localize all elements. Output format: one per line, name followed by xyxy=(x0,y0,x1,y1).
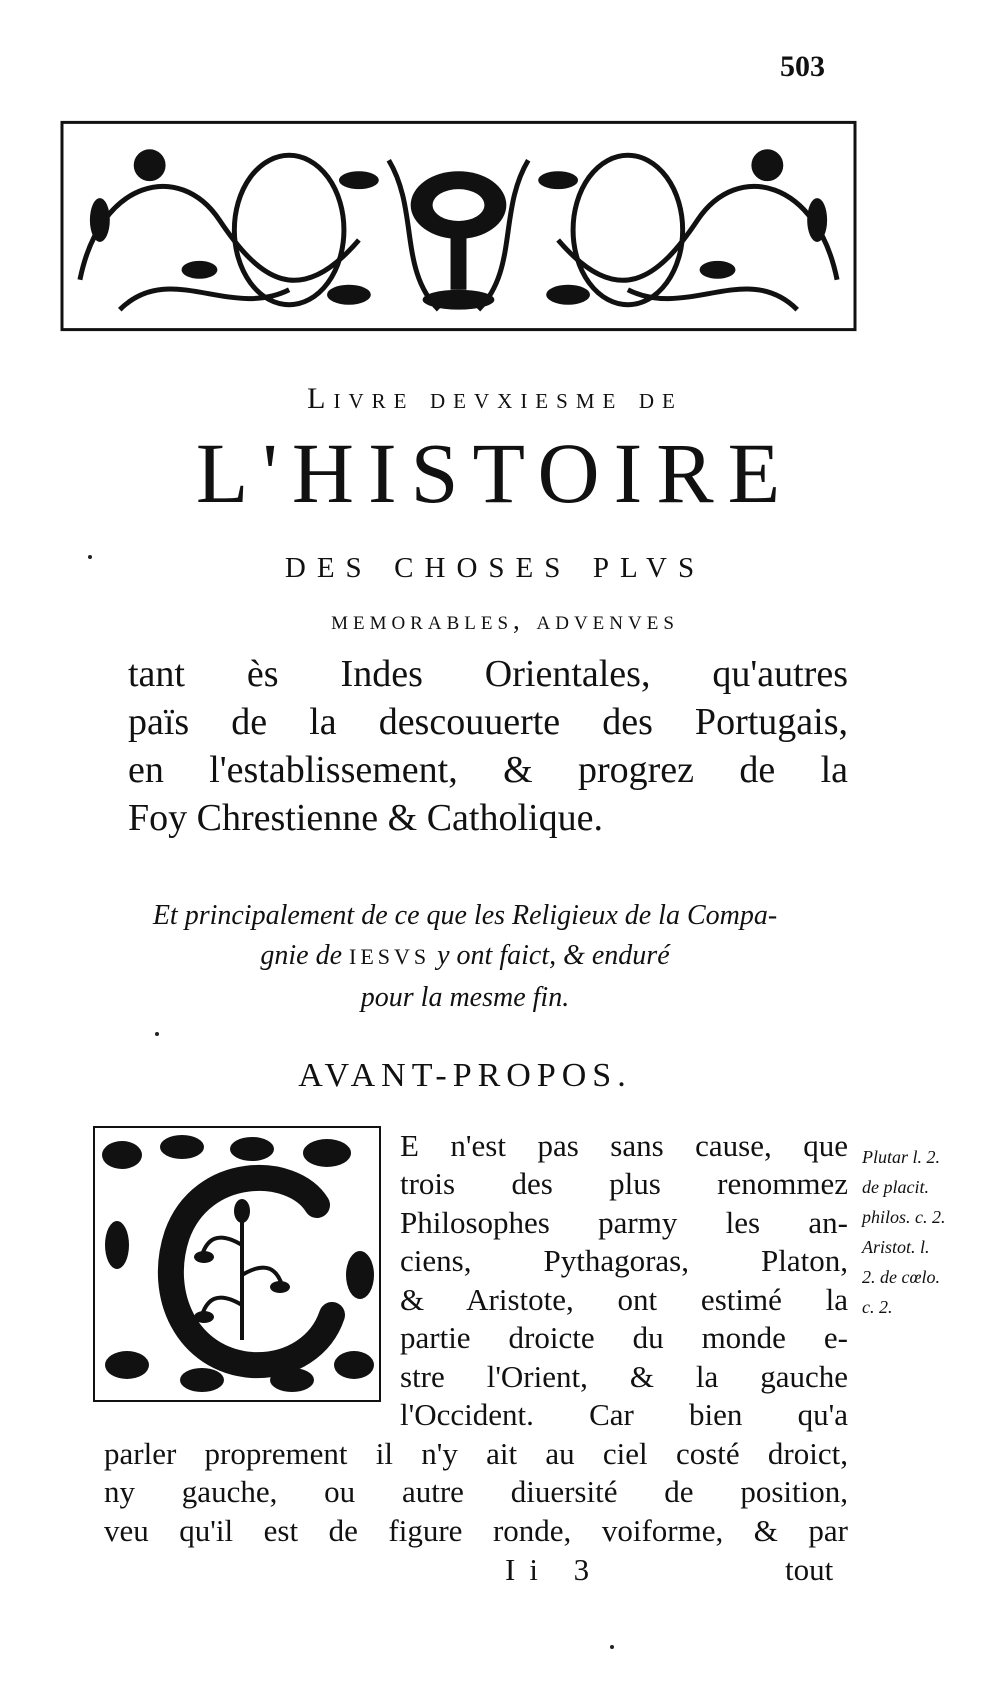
margin-note: c. 2. xyxy=(862,1297,893,1317)
headpiece-ornament xyxy=(60,120,857,332)
title-line-memorables: memorables, advenves xyxy=(331,605,679,635)
body-line-2: trois des plus renommez xyxy=(400,1166,848,1201)
body-line-3: Philosophes parmy les an- xyxy=(400,1205,848,1240)
subtitle-line-1: Et principalement de ce que les Religieux de la Compa- xyxy=(152,900,778,931)
page-number: 503 xyxy=(780,50,825,83)
ink-speck xyxy=(88,555,92,559)
section-heading: AVANT-PROPOS. xyxy=(298,1057,632,1094)
margin-notes xyxy=(862,1142,972,1322)
subtitle-jesus-caps: IESVS xyxy=(349,944,431,969)
margin-note: Plutar l. 2. xyxy=(862,1147,941,1167)
margin-note: Aristot. l. xyxy=(862,1237,930,1257)
body-line-9: parler proprement il n'y ait au ciel costé droict, xyxy=(104,1436,848,1471)
book-heading: Livre devxiesme de xyxy=(307,382,683,415)
body-line-8: l'Occident. Car bien qu'a xyxy=(400,1397,848,1432)
body-line-6: partie droicte du monde e- xyxy=(400,1320,848,1355)
ink-speck xyxy=(610,1645,614,1649)
catchword: tout xyxy=(785,1552,834,1587)
margin-note: philos. c. 2. xyxy=(862,1207,946,1227)
subtitle-line-3: pour la mesme fin. xyxy=(360,982,570,1013)
subtitle-line-2 xyxy=(70,940,860,972)
title-line-choses: des choses plvs xyxy=(284,541,706,587)
title-line-establissement: en l'establissement, & progrez de la xyxy=(128,749,848,791)
ink-speck xyxy=(155,1032,159,1036)
body-line-1: E n'est pas sans cause, que xyxy=(400,1128,848,1163)
subtitle-line-2-start: gnie de xyxy=(260,940,342,971)
body-line-5: & Aristote, ont estimé la xyxy=(400,1282,848,1317)
margin-note: 2. de cœlo. xyxy=(862,1267,940,1287)
decorated-initial-c xyxy=(92,1125,382,1403)
body-line-7: stre l'Orient, & la gauche xyxy=(400,1359,848,1394)
subtitle-line-2-end: y ont faict, & enduré xyxy=(437,940,670,971)
main-title: L'HISTOIRE xyxy=(195,425,795,521)
title-line-indes: tant ès Indes Orientales, qu'autres xyxy=(128,653,848,695)
title-line-foy: Foy Chrestienne & Catholique. xyxy=(128,797,603,839)
body-line-4: ciens, Pythagoras, Platon, xyxy=(400,1243,848,1278)
signature-mark: Ii 3 xyxy=(505,1552,604,1587)
title-line-pais: païs de la descouuerte des Portugais, xyxy=(128,701,848,743)
body-line-11: veu qu'il est de figure ronde, voiforme, & par xyxy=(104,1513,848,1548)
body-line-10: ny gauche, ou autre diuersité de position, xyxy=(104,1474,848,1509)
margin-note: de placit. xyxy=(862,1177,929,1197)
